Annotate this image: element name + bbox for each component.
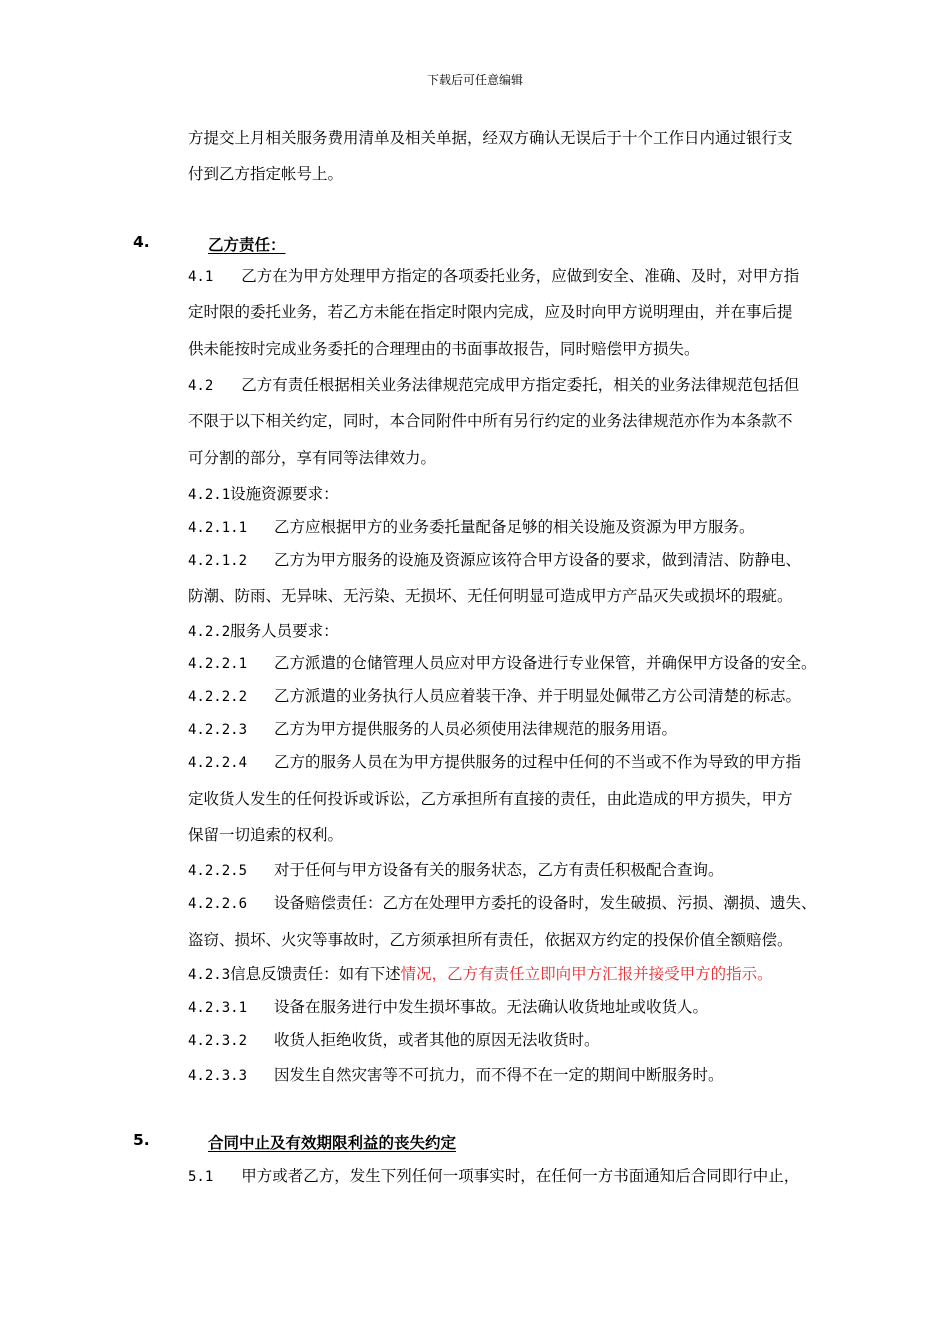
clause-4-2-3 <box>188 964 773 985</box>
clause-4-2-2-3 <box>188 719 677 740</box>
clause-4-2-1-2-line-2: 防潮、防雨、无异味、无污染、无损坏、无任何明显可造成甲方产品灭失或损坏的瑕疵。 <box>188 587 793 605</box>
clause-text: 设备赔偿责任：乙方在处理甲方委托的设备时，发生破损、污损、潮损、遗失、 <box>274 894 817 912</box>
clause-text: 乙方有责任根据相关业务法律规范完成甲方指定委托，相关的业务法律规范包括但 <box>241 376 800 394</box>
clause-4-2-2-5 <box>188 860 724 881</box>
clause-4-2-2 <box>188 621 339 642</box>
clause-text: 乙方的服务人员在为甲方提供服务的过程中任何的不当或不作为导致的甲方指 <box>274 753 802 771</box>
clause-4-2 <box>188 375 799 396</box>
clause-number: 4.2.3.3 <box>188 1068 248 1084</box>
clause-4-2-2-6-line-2: 盗窃、损坏、火灾等事故时，乙方须承担所有责任，依据双方约定的投保价值全额赔偿。 <box>188 931 793 949</box>
clause-4-2-1-2 <box>188 550 801 571</box>
clause-number: 4.2.1.2 <box>188 553 248 569</box>
clause-text: 对于任何与甲方设备有关的服务状态，乙方有责任积极配合查询。 <box>274 861 724 879</box>
clause-number: 4.1 <box>188 269 214 285</box>
section-4-title: 乙方责任： <box>208 235 286 254</box>
clause-text: 乙方应根据甲方的业务委托量配备足够的相关设施及资源为甲方服务。 <box>274 518 755 536</box>
highlighted-text: 情况，乙方有责任立即向甲方汇报并接受甲方的指示。 <box>400 965 773 983</box>
intro-line-2: 付到乙方指定帐号上。 <box>188 165 344 183</box>
clause-4-2-1 <box>188 484 339 505</box>
clause-4-2-line-2: 不限于以下相关约定，同时，本合同附件中所有另行约定的业务法律规范亦作为本条款不 <box>188 412 793 430</box>
clause-number: 4.2.2 <box>188 624 231 640</box>
section-5-title: 合同中止及有效期限利益的丧失约定 <box>208 1133 457 1152</box>
clause-text: 甲方或者乙方，发生下列任何一项事实时，在任何一方书面通知后合同即行中止， <box>241 1167 800 1185</box>
clause-5-1 <box>188 1166 799 1187</box>
clause-number: 4.2.1 <box>188 487 231 503</box>
clause-4-2-3-3 <box>188 1065 724 1086</box>
section-4-number: 4. <box>133 233 150 251</box>
clause-text: 乙方为甲方提供服务的人员必须使用法律规范的服务用语。 <box>274 720 678 738</box>
clause-number: 4.2.2.4 <box>188 755 248 771</box>
clause-4-2-3-1 <box>188 997 708 1018</box>
clause-number: 4.2.2.1 <box>188 656 248 672</box>
page-header: 下载后可任意编辑 <box>426 73 523 87</box>
clause-4-2-2-4 <box>188 752 801 773</box>
clause-number: 4.2.2.6 <box>188 896 248 912</box>
clause-4-2-2-6 <box>188 893 817 914</box>
clause-number: 4.2.3 <box>188 967 231 983</box>
clause-4-2-line-3: 可分割的部分，享有同等法律效力。 <box>188 449 437 467</box>
clause-4-2-2-2 <box>188 686 801 707</box>
clause-4-2-2-4-line-3: 保留一切追索的权利。 <box>188 826 344 844</box>
clause-4-2-3-2 <box>188 1030 600 1051</box>
section-5-number: 5. <box>133 1131 150 1149</box>
clause-4-2-1-1 <box>188 517 755 538</box>
clause-text: 乙方派遣的仓储管理人员应对甲方设备进行专业保管，并确保甲方设备的安全。 <box>274 654 817 672</box>
clause-number: 4.2.2.5 <box>188 863 248 879</box>
clause-number: 4.2.2.3 <box>188 722 248 738</box>
clause-number: 4.2.3.1 <box>188 1000 248 1016</box>
clause-text: 乙方为甲方服务的设施及资源应该符合甲方设备的要求，做到清洁、防静电、 <box>274 551 802 569</box>
clause-text: 收货人拒绝收货，或者其他的原因无法收货时。 <box>274 1031 600 1049</box>
clause-text: 设施资源要求： <box>230 485 339 503</box>
clause-number: 4.2 <box>188 378 214 394</box>
clause-text: 乙方在为甲方处理甲方指定的各项委托业务，应做到安全、准确、及时，对甲方指 <box>241 267 800 285</box>
clause-text: 因发生自然灾害等不可抗力，而不得不在一定的期间中断服务时。 <box>274 1066 724 1084</box>
clause-4-1-line-2: 定时限的委托业务，若乙方未能在指定时限内完成，应及时向甲方说明理由，并在事后提 <box>188 303 793 321</box>
clause-4-2-2-4-line-2: 定收货人发生的任何投诉或诉讼，乙方承担所有直接的责任，由此造成的甲方损失，甲方 <box>188 790 793 808</box>
clause-4-2-2-1 <box>188 653 817 674</box>
clause-4-1-line-3: 供未能按时完成业务委托的合理理由的书面事故报告，同时赔偿甲方损失。 <box>188 340 700 358</box>
clause-number: 4.2.3.2 <box>188 1033 248 1049</box>
clause-4-1 <box>188 266 799 287</box>
clause-number: 5.1 <box>188 1169 214 1185</box>
intro-line-1: 方提交上月相关服务费用清单及相关单据，经双方确认无误后于十个工作日内通过银行支 <box>188 129 793 147</box>
clause-text: 乙方派遣的业务执行人员应着装干净、并于明显处佩带乙方公司清楚的标志。 <box>274 687 802 705</box>
clause-number: 4.2.1.1 <box>188 520 248 536</box>
clause-number: 4.2.2.2 <box>188 689 248 705</box>
clause-text: 信息反馈责任：如有下述 <box>230 965 401 983</box>
clause-text: 服务人员要求： <box>230 622 339 640</box>
clause-text: 设备在服务进行中发生损坏事故。无法确认收货地址或收货人。 <box>274 998 709 1016</box>
